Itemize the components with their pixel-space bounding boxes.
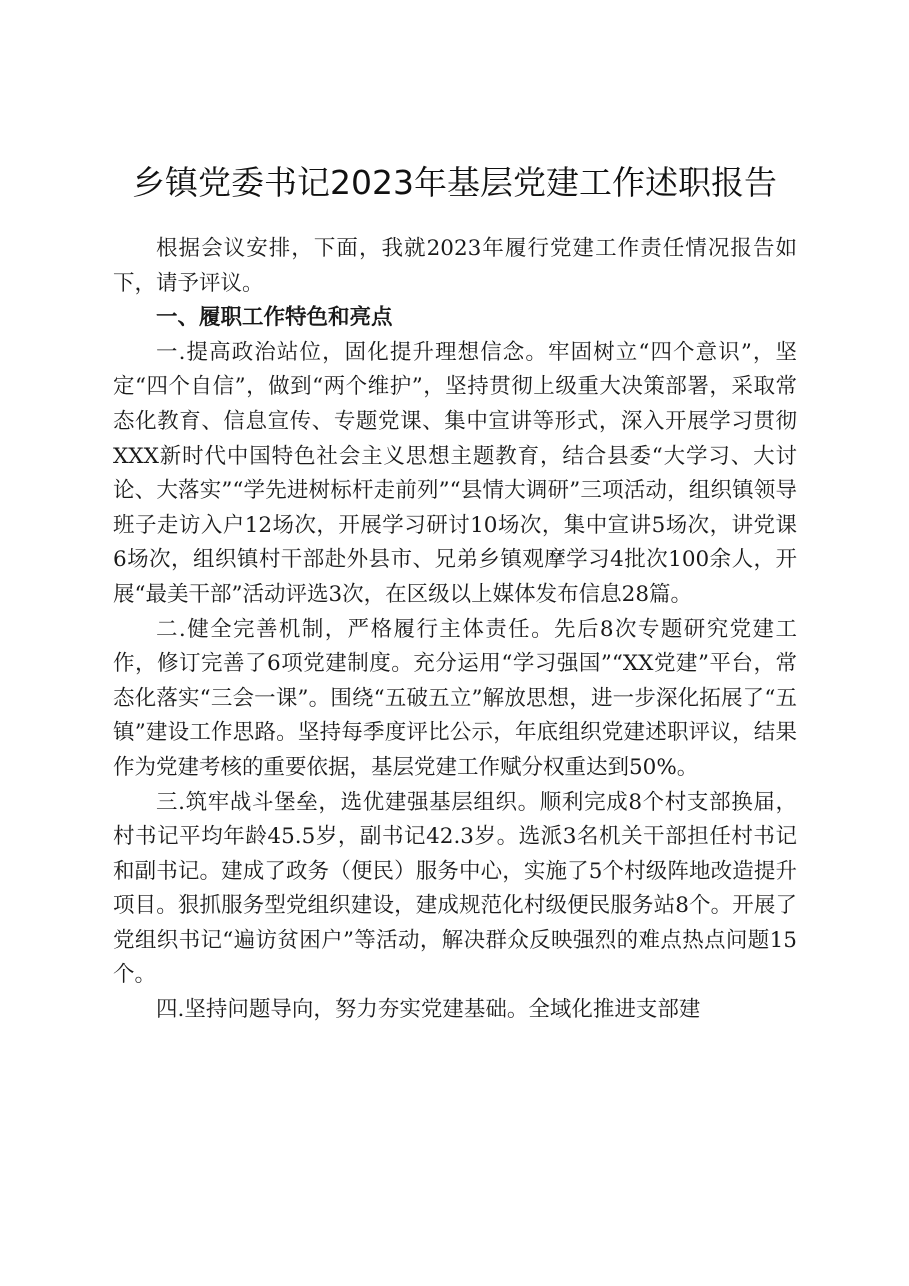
document-body — [113, 232, 797, 1028]
section-heading: 一、履职工作特色和亮点 — [156, 305, 393, 331]
body-paragraph-1: 一.提高政治站位，固化提升理想信念。牢固树立“四个意识”，坚定“四个自信”，做到“两个维护”，坚持贯彻上级重大决策部署，采取常态化教育、信息宣传、专题党课、集中宣讲等形式，深入开展学习贯彻XXX新时代中国特色社会主义思想主题教育，结合县委“大学习、大讨论、大落实”“学先进树标杆走前列”“县情大调研”三项活动，组织镇领导班子走访入户12场次，开展学习研讨10场次，集中宣讲5场次，讲党课6场次，组织镇村干部赴外县市、兄弟乡镇观摩学习4批次100余人，开展“最美干部”活动评选3次，在区级以上媒体发布信息28篇。 — [113, 339, 797, 607]
body-paragraph-3: 三.筑牢战斗堡垒，选优建强基层组织。顺利完成8个村支部换届，村书记平均年龄45.5岁，副书记42.3岁。选派3名机关干部担任村书记和副书记。建成了政务（便民）服务中心，实施了5个村级阵地改造提升项目。狠抓服务型党组织建设，建成规范化村级便民服务站8个。开展了党组织书记“遍访贫困户”等活动，解决群众反映强烈的难点热点问题15个。 — [113, 789, 797, 988]
body-paragraph-4: 四.坚持问题导向，努力夯实党建基础。全域化推进支部建 — [156, 997, 701, 1023]
body-paragraph-2: 二.健全完善机制，严格履行主体责任。先后8次专题研究党建工作，修订完善了6项党建制度。充分运用“学习强国”“XX党建”平台，常态化落实“三会一课”。围绕“五破五立”解放思想，进一步深化拓展了“五镇”建设工作思路。坚持每季度评比公示，年底组织党建述职评议，结果作为党建考核的重要依据，基层党建工作赋分权重达到50%。 — [113, 616, 797, 780]
document-title: 乡镇党委书记2023年基层党建工作述职报告 — [132, 163, 777, 202]
intro-paragraph: 根据会议安排，下面，我就2023年履行党建工作责任情况报告如下，请予评议。 — [113, 236, 797, 296]
